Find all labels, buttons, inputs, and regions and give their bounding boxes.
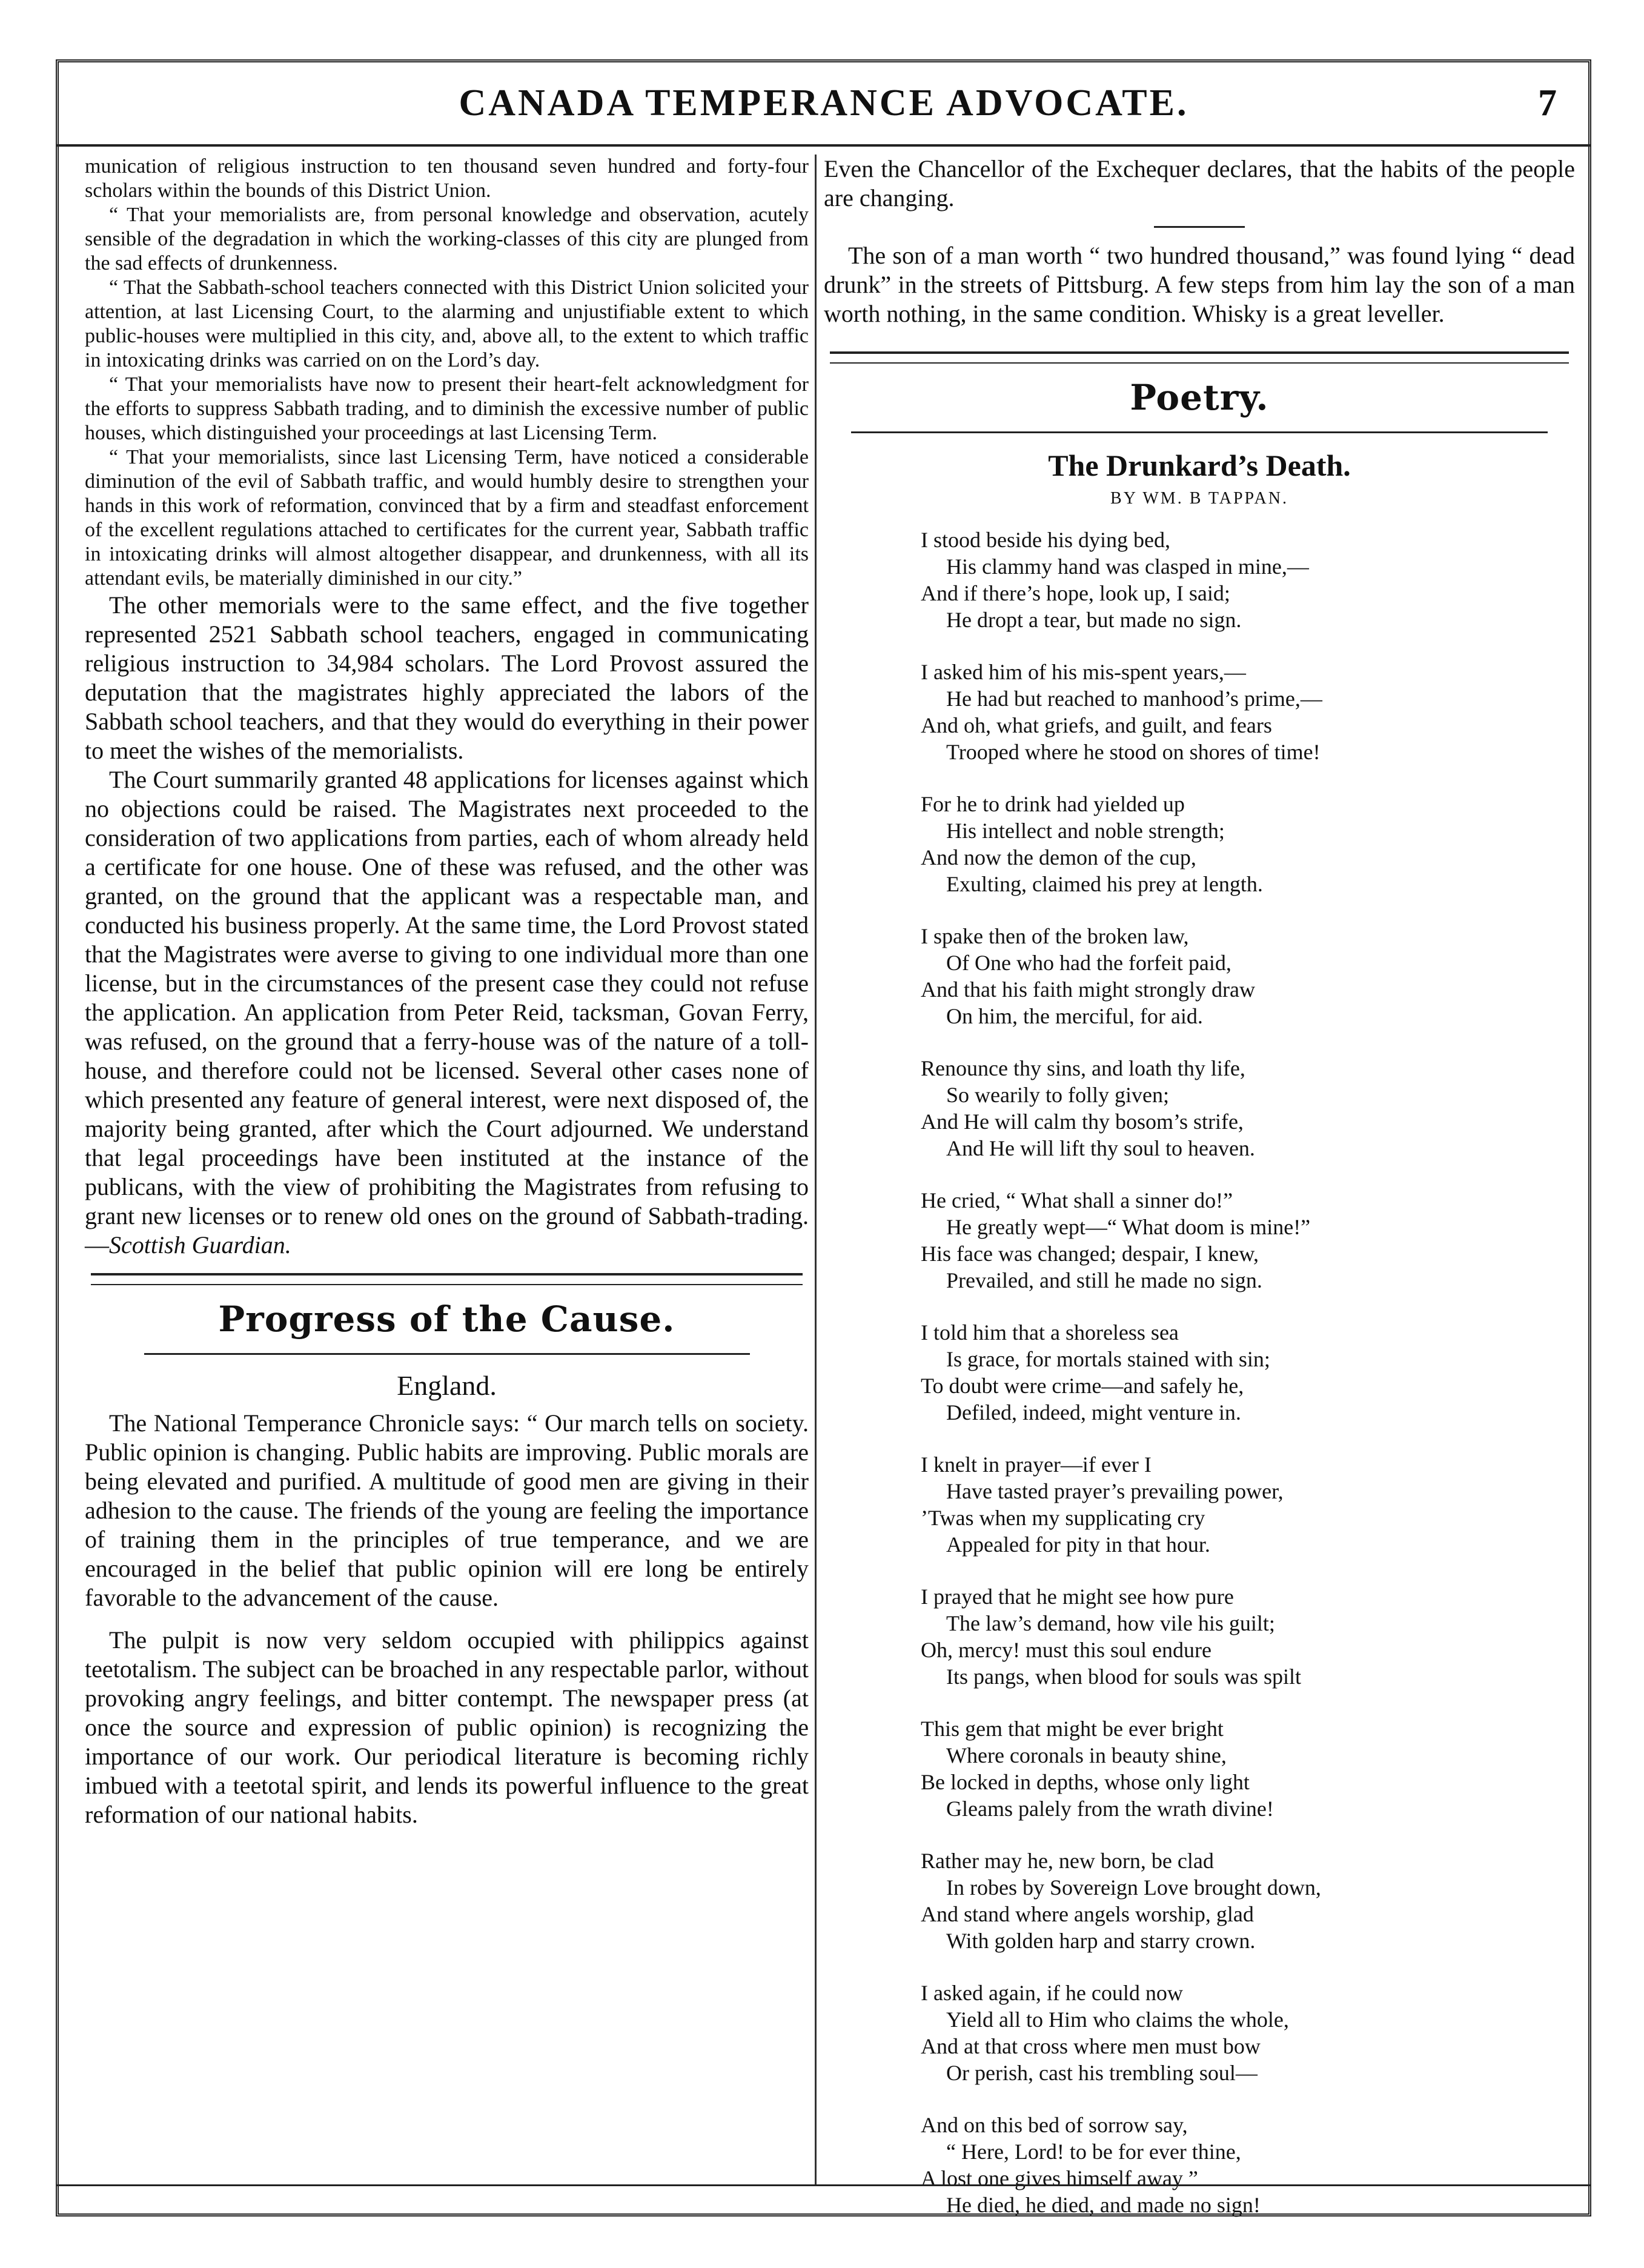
poem-line: Oh, mercy! must this soul endure	[921, 1638, 1211, 1662]
poem-line: A lost one gives himself away ”	[921, 2166, 1198, 2190]
memorial-para-4: “ That your memorialists have now to present their heart-felt acknowledgment for the efforts to suppress Sabbath trading, and to diminish the excessive number of public houses, which distinguished your proceedings at last Licensing Term.	[85, 373, 809, 444]
short-rule	[1154, 226, 1245, 228]
poem-stanza	[921, 1319, 1575, 1426]
page-header	[91, 82, 1557, 136]
poem-line: And on this bed of sorrow say,	[921, 2113, 1188, 2137]
source-attribution: Scottish Guardian.	[109, 1231, 291, 1259]
poem-stanza	[921, 923, 1575, 1029]
poem-line: Appealed for pity in that hour.	[946, 1532, 1210, 1557]
poem-line: I spake then of the broken law,	[921, 924, 1189, 948]
poem-line: And at that cross where men must bow	[921, 2034, 1261, 2058]
poem-line: So wearily to folly given;	[946, 1083, 1169, 1107]
bottom-rule	[56, 2184, 1591, 2186]
poem-byline: BY WM. B TAPPAN.	[1110, 489, 1288, 508]
section-heading-progress: Progress of the Cause.	[218, 1299, 675, 1340]
article-para-7	[85, 765, 809, 1260]
memorial-para-5: “ That your memorialists, since last Licensing Term, have noticed a considerable diminution of the evil of Sabbath traffic, and would humbly desire to strengthen your hands in this work of reformation, convinced that by a firm and steadfast enforcement of the excellent regulations attached to certificates for the current year, Sabbath traffic in intoxicating drinks will almost altogether disappear, and drunkenness, with all its attendant evils, be materially diminished in our city.”	[85, 446, 809, 590]
left-column	[85, 155, 809, 1829]
england-para-2: The pulpit is now very seldom occupied with philippics against teetotalism. The subject can be broached in any respectable parlor, without provoking angry feelings, and bitter contempt. The newspaper press (at once the source and expression of public opinion) is recognizing the importance of our work. Our periodical literature is becoming richly imbued with a teetotal spirit, and lends its powerful influence to the great reformation of our national habits.	[85, 1626, 809, 1828]
section-heading-poetry: Poetry.	[1130, 377, 1269, 418]
poem-line: Is grace, for mortals stained with sin;	[946, 1347, 1270, 1371]
poem-line: I asked again, if he could now	[921, 1981, 1183, 2005]
newspaper-title: CANADA TEMPERANCE ADVOCATE.	[459, 82, 1189, 124]
poem-line: This gem that might be ever bright	[921, 1717, 1224, 1741]
poem-stanza	[921, 1583, 1575, 1690]
poem-line: To doubt were crime—and safely he,	[921, 1374, 1244, 1398]
poem-line: Renounce thy sins, and loath thy life,	[921, 1056, 1245, 1080]
poem-line: And oh, what griefs, and guilt, and fears	[921, 713, 1272, 737]
poem-line: Or perish, cast his trembling soul—	[946, 2061, 1258, 2085]
poem-line: Its pangs, when blood for souls was spilt	[946, 1664, 1301, 1689]
poem-stanza	[921, 1187, 1575, 1294]
poem-stanza	[921, 791, 1575, 897]
poem-line: He dropt a tear, but made no sign.	[946, 608, 1242, 632]
poem-line: “ Here, Lord! to be for ever thine,	[946, 2140, 1241, 2164]
poem-line: On him, the merciful, for aid.	[946, 1004, 1203, 1028]
poem-line: Be locked in depths, whose only light	[921, 1770, 1250, 1794]
england-para-1: The National Temperance Chronicle says: “ Our march tells on society. Public opinion is changing. Public habits are improving. Public morals are being elevated and purified. A multitude of good men are giving in their adhesion to the cause. The friends of the young are feeling the importance of training them in the principles of true temperance, and we are encouraged in the belief that public opinion will ere long be entirely favorable to the advancement of the cause.	[85, 1409, 809, 1611]
header-rule	[56, 144, 1591, 147]
poem-stanza	[921, 1715, 1575, 1822]
poem-body	[824, 527, 1575, 2218]
poem-stanza	[921, 2112, 1575, 2218]
poem-line: And if there’s hope, look up, I said;	[921, 581, 1230, 605]
poem-line: Rather may he, new born, be clad	[921, 1849, 1214, 1873]
chancellor-para: Even the Chancellor of the Exchequer declares, that the habits of the people are changing.	[824, 155, 1575, 211]
poem-line: I asked him of his mis-spent years,—	[921, 660, 1246, 684]
poem-line: Trooped where he stood on shores of time!	[946, 740, 1321, 764]
poem-title: The Drunkard’s Death.	[1048, 448, 1351, 482]
poem-line: Of One who had the forfeit paid,	[946, 951, 1231, 975]
section-divider-right	[830, 351, 1569, 364]
poem-line: Where coronals in beauty shine,	[946, 1743, 1227, 1768]
poem-stanza	[921, 1847, 1575, 1954]
poem-line: And stand where angels worship, glad	[921, 1902, 1254, 1926]
poem-line: And that his faith might strongly draw	[921, 977, 1255, 1002]
poem-line: He cried, “ What shall a sinner do!”	[921, 1188, 1233, 1212]
poem-stanza	[921, 659, 1575, 765]
poem-line: Gleams palely from the wrath divine!	[946, 1797, 1274, 1821]
poem-stanza	[921, 1980, 1575, 2086]
poem-line: I knelt in prayer—if ever I	[921, 1452, 1152, 1477]
poem-line: I stood beside his dying bed,	[921, 528, 1170, 552]
poem-line: I told him that a shoreless sea	[921, 1320, 1179, 1345]
poem-line: And He will calm thy bosom’s strife,	[921, 1109, 1244, 1134]
poem-line: In robes by Sovereign Love brought down,	[946, 1875, 1321, 1900]
poem-line: He had but reached to manhood’s prime,—	[946, 687, 1322, 711]
memorial-para-2: “ That your memorialists are, from personal knowledge and observation, acutely sensible of the degradation in which the working-classes of this city are plunged from the sad effects of drunkenness.	[85, 204, 809, 274]
right-column	[824, 155, 1575, 2244]
poem-line: And now the demon of the cup,	[921, 845, 1196, 870]
poem-line: Prevailed, and still he made no sign.	[946, 1268, 1262, 1292]
pittsburg-para: The son of a man worth “ two hundred thousand,” was found lying “ dead drunk” in the streets of Pittsburg. A few steps from him lay the son of a man worth nothing, in the same condition. Whisky is a great leveller.	[824, 242, 1575, 327]
poetry-rule	[851, 431, 1548, 433]
poem-line: His intellect and noble strength;	[946, 819, 1225, 843]
poem-line: Exulting, claimed his prey at length.	[946, 872, 1263, 896]
page-number: 7	[1538, 82, 1557, 124]
memorial-para-1: munication of religious instruction to ten thousand seven hundred and forty-four scholars within the bounds of this District Union.	[85, 155, 809, 202]
poem-line: Have tasted prayer’s prevailing power,	[946, 1479, 1284, 1503]
poem-line: ’Twas when my supplicating cry	[921, 1506, 1205, 1530]
subheading-england: England.	[397, 1370, 497, 1401]
poem-line: His face was changed; despair, I knew,	[921, 1242, 1259, 1266]
poem-line: And He will lift thy soul to heaven.	[946, 1136, 1255, 1160]
poem-line: Yield all to Him who claims the whole,	[946, 2007, 1289, 2032]
poem-line: The law’s demand, how vile his guilt;	[946, 1611, 1275, 1635]
memorial-para-3: “ That the Sabbath-school teachers connected with this District Union solicited your attention, at last Licensing Court, to the alarming and unjustifiable extent to which public-houses were multiplied in this city, and, above all, to the extent to which traffic in intoxicating drinks was carried on on the Lord’s day.	[85, 276, 809, 371]
article-para-7-text: The Court summarily granted 48 applications for licenses against which no objections could be raised. The Magistrates next proceeded to the consideration of two applications from parties, each of whom already held a certificate for one house. One of these was refused, and the other was granted, on the ground that the applicant was a respectable man, and conducted his business properly. At the same time, the Lord Provost stated that the Magistrates were averse to giving to one individual more than one license, but in the circumstances of the present case they could not refuse the application. An application from Peter Reid, tacksman, Govan Ferry, was refused, on the ground that a ferry-house was of the nature of a toll-house, and therefore could not be licensed. Several other cases none of which presented any feature of general interest, were next disposed of, the majority being granted, after which the Court adjourned. We understand that legal proceedings have been instituted at the instance of the publicans, with the view of prohibiting the Magistrates from refusing to grant new licenses or to renew old ones on the ground of Sabbath-trading.—	[85, 766, 809, 1259]
poem-line: With golden harp and starry crown.	[946, 1929, 1256, 1953]
column-divider	[815, 155, 817, 2184]
poem-line: Defiled, indeed, might venture in.	[946, 1400, 1241, 1425]
poem-stanza	[921, 1055, 1575, 1162]
heading-rule	[144, 1353, 750, 1355]
poem-line: His clammy hand was clasped in mine,—	[946, 554, 1309, 579]
section-divider	[91, 1273, 803, 1285]
poem-stanza	[921, 527, 1575, 633]
poem-line: I prayed that he might see how pure	[921, 1585, 1234, 1609]
poem-line: He died, he died, and made no sign!	[946, 2193, 1261, 2217]
poem-stanza	[921, 1451, 1575, 1558]
article-para-6: The other memorials were to the same effect, and the five together represented 2521 Sabbath school teachers, engaged in communicating religious instruction to 34,984 scholars. The Lord Provost assured the deputation that the magistrates highly appreciated the labors of the Sabbath school teachers, and that they would do everything in their power to meet the wishes of the memorialists.	[85, 591, 809, 764]
poem-line: He greatly wept—“ What doom is mine!”	[946, 1215, 1311, 1239]
poem-line: For he to drink had yielded up	[921, 792, 1185, 816]
